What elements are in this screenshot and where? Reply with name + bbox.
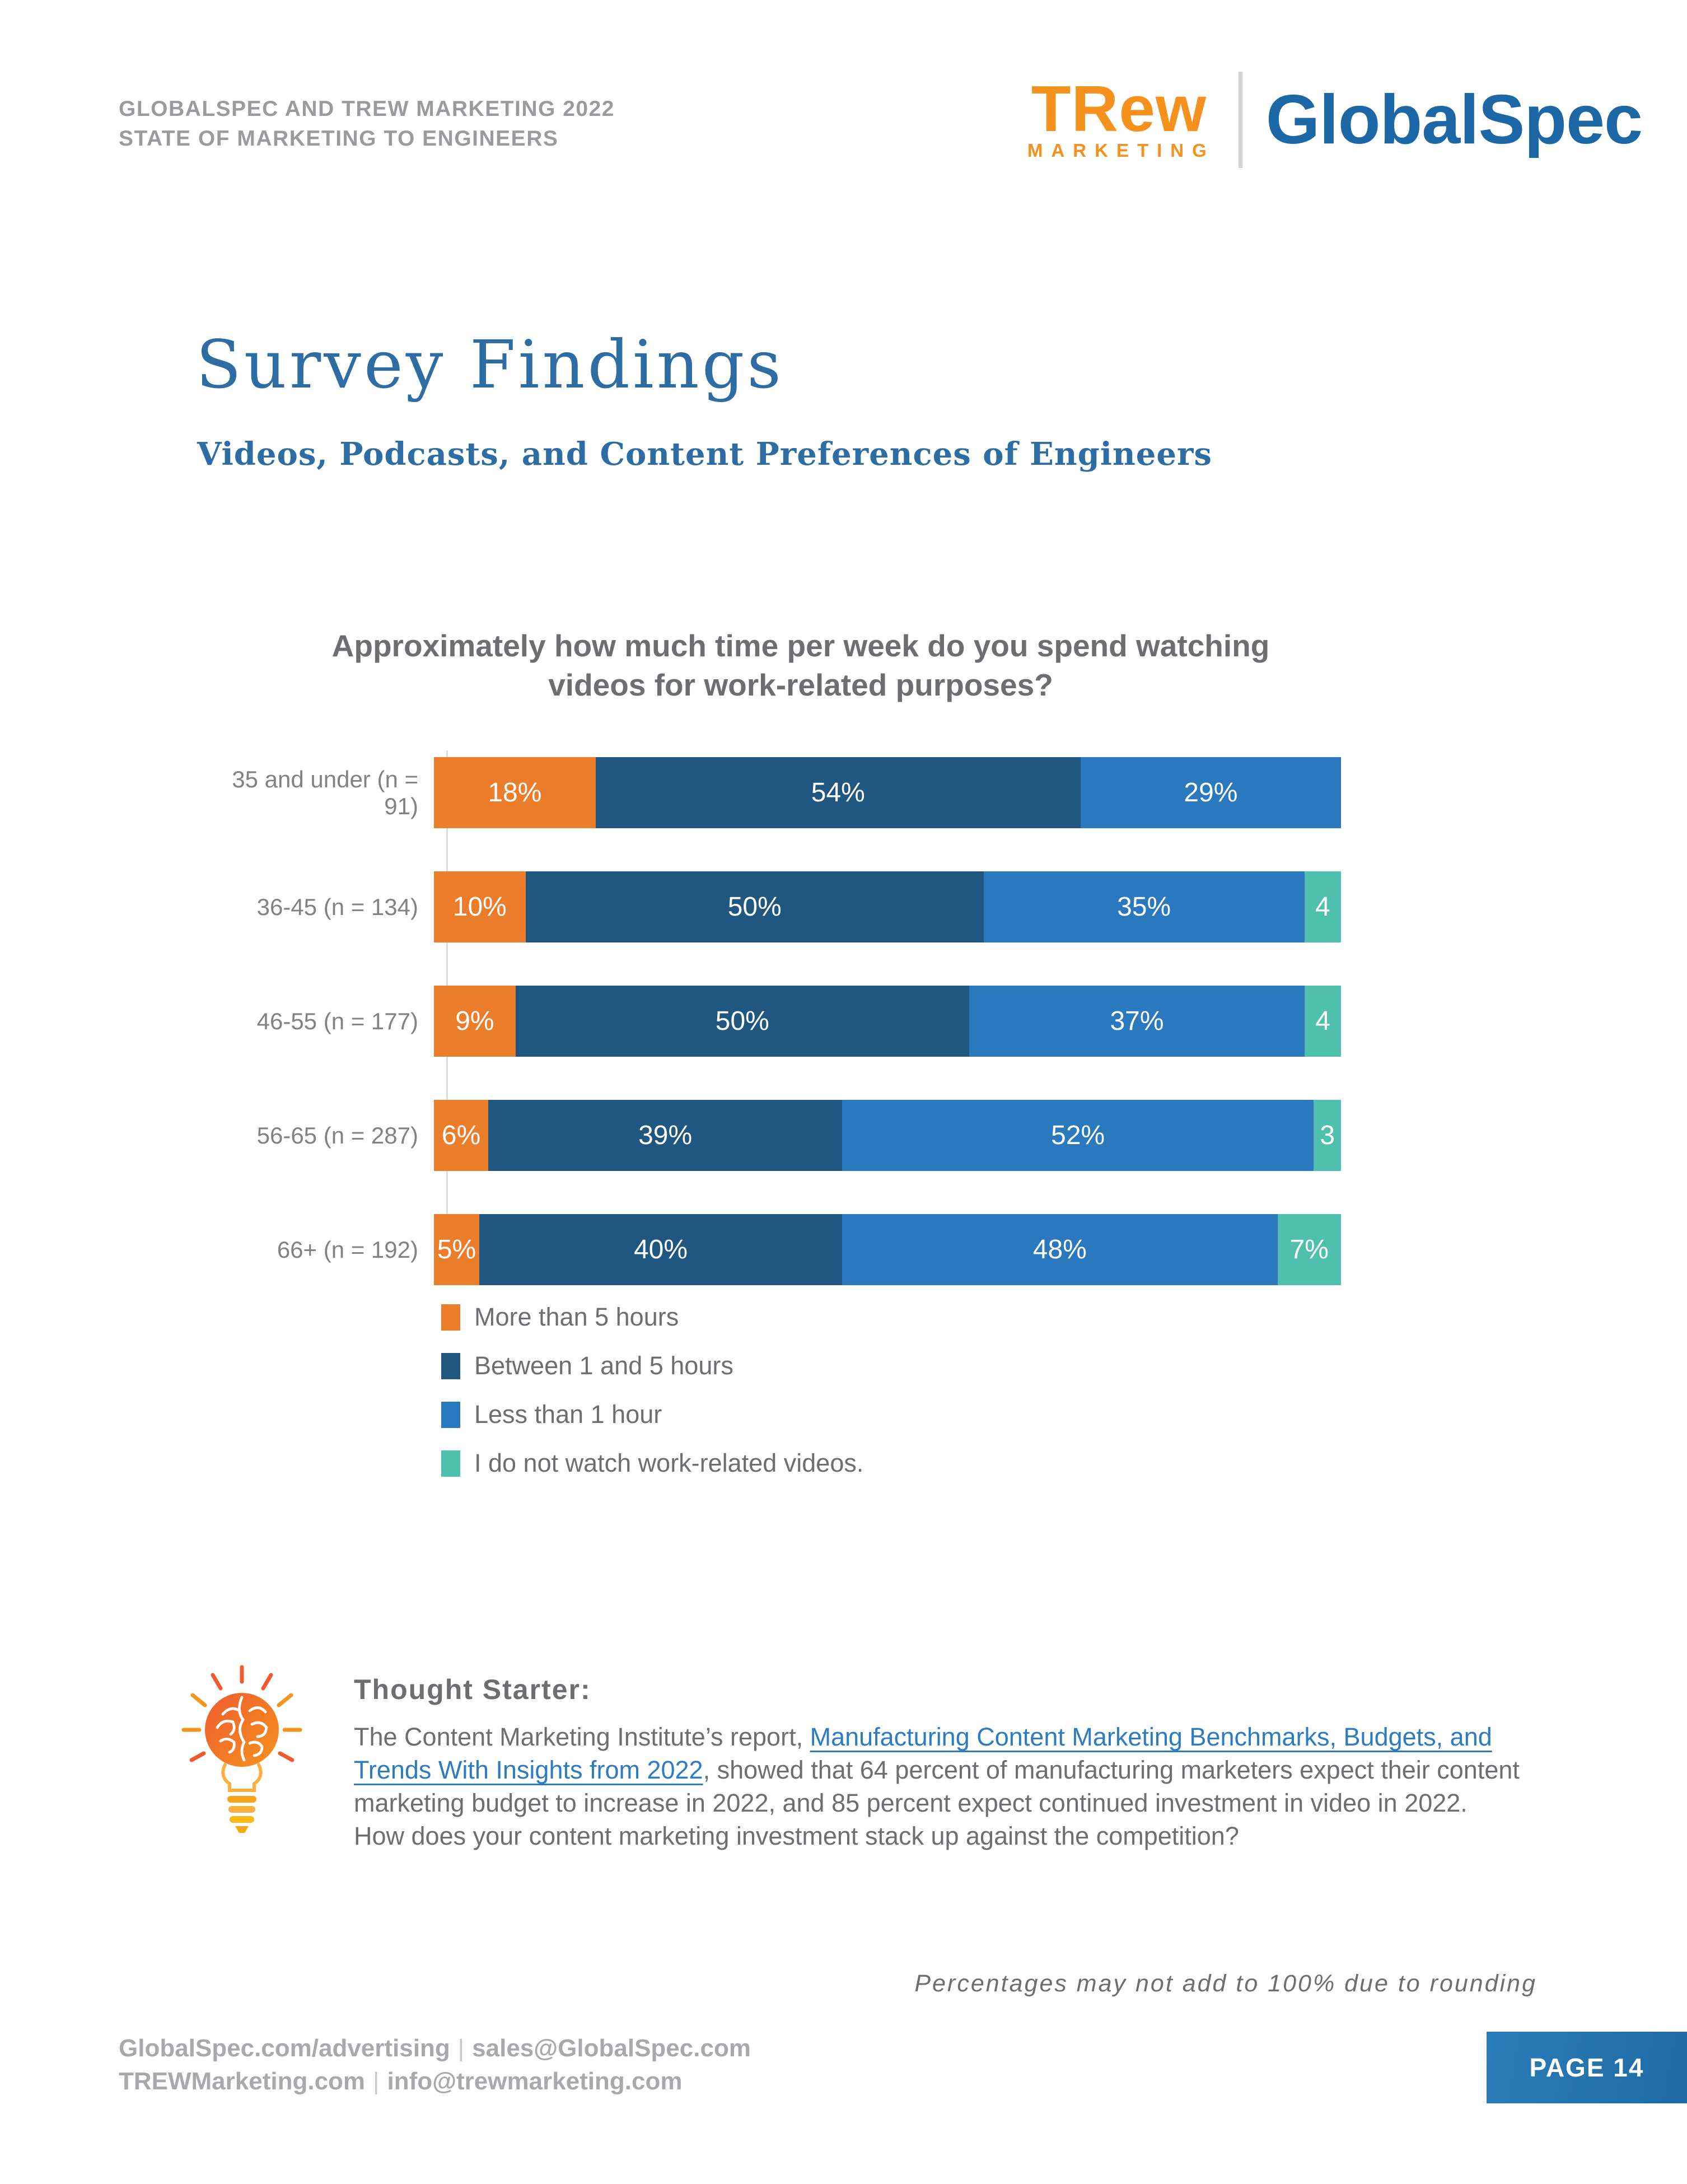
globalspec-logo: GlobalSpec: [1265, 81, 1642, 158]
bar-segment-value: 37%: [1110, 1006, 1164, 1036]
bar-segment: [842, 1214, 1278, 1285]
header-line-2: STATE OF MARKETING TO ENGINEERS: [119, 127, 559, 151]
legend-item: [441, 1401, 863, 1428]
bar-segment-value: 39%: [638, 1121, 693, 1150]
footer-separator: |: [457, 2034, 465, 2062]
bar-segment-value: 54%: [811, 778, 865, 808]
legend-label: Less than 1 hour: [474, 1400, 662, 1429]
bar-segment-value: 48%: [1032, 1235, 1087, 1264]
footer-sales-email-link[interactable]: sales@GlobalSpec.com: [472, 2034, 751, 2062]
bar-segment: [1081, 757, 1341, 828]
bar-segment-value: 50%: [727, 892, 782, 922]
footer-info-email-link[interactable]: info@trewmarketing.com: [387, 2068, 683, 2095]
legend-swatch: [441, 1450, 460, 1477]
bar-segment: [1278, 1214, 1341, 1285]
bar-segment: [596, 757, 1081, 828]
chart-row: [193, 986, 1341, 1057]
row-label: 56-65 (n = 287): [256, 1122, 418, 1149]
trew-marketing-logo: [1023, 72, 1215, 161]
legend-swatch: [441, 1304, 460, 1331]
row-bars: [434, 871, 1341, 942]
logo-divider: [1239, 72, 1242, 168]
lightbulb-brain-icon: [180, 1660, 303, 1837]
chart-title-line-1: Approximately how much time per week do you spend watching: [331, 628, 1270, 663]
bar-segment: [434, 1214, 479, 1285]
row-bars: [434, 1100, 1341, 1171]
bar-segment: [842, 1100, 1314, 1171]
trew-logo-subtext: MARKETING: [1027, 140, 1215, 161]
thought-starter-paragraph: [354, 1720, 1521, 1852]
footer-globalspec-advertising-link[interactable]: GlobalSpec.com/advertising: [119, 2034, 450, 2062]
bar-segment-value: 35%: [1117, 892, 1171, 922]
rounding-note: Percentages may not add to 100% due to rounding: [914, 1970, 1537, 1997]
bar-segment: [1305, 871, 1341, 942]
chart-row: [193, 757, 1341, 828]
legend-item: [441, 1352, 863, 1379]
thought-starter-text-after: , showed that 64 percent of manufacturing marketers expect their content marketing budget to increase in 2022, and 85 percent expect continued investment in video in 2022. How does your content marketing investment stack up against the competition?: [354, 1756, 1520, 1850]
page-subtitle: Videos, Podcasts, and Content Preferences of Engineers: [197, 436, 1212, 473]
footer-links: [119, 2032, 751, 2098]
bar-segment-value: 4: [1315, 1006, 1330, 1036]
bar-segment: [488, 1100, 842, 1171]
bar-segment-value: 5%: [437, 1235, 476, 1264]
legend-label: More than 5 hours: [474, 1303, 679, 1331]
legend-item: [441, 1450, 863, 1477]
footer-line-1: [119, 2032, 751, 2065]
footer-line-2: [119, 2065, 751, 2098]
page-title: Survey Findings: [196, 326, 784, 403]
bar-segment: [434, 1100, 488, 1171]
bar-segment: [434, 986, 516, 1057]
legend-swatch: [441, 1402, 460, 1428]
bar-segment: [516, 986, 969, 1057]
report-link[interactable]: Manufacturing Content Marketing Benchmarks, Budgets, and Trends With Insights from 2022: [354, 1723, 1492, 1784]
bar-segment-value: 7%: [1289, 1235, 1329, 1264]
chart-row: [193, 1214, 1341, 1285]
footer-trewmarketing-link[interactable]: TREWMarketing.com: [119, 2068, 366, 2095]
legend-label: I do not watch work-related videos.: [474, 1449, 864, 1477]
bar-segment: [1314, 1100, 1341, 1171]
bar-segment: [479, 1214, 842, 1285]
thought-starter-text-before: The Content Marketing Institute’s report,: [354, 1723, 810, 1751]
bar-segment-value: 29%: [1184, 778, 1238, 808]
legend-swatch: [441, 1353, 460, 1379]
bar-segment: [1305, 986, 1341, 1057]
header-line-1: GLOBALSPEC AND TREW MARKETING 2022: [119, 97, 615, 121]
row-label: 46-55 (n = 177): [256, 1007, 418, 1034]
bar-segment: [984, 871, 1305, 942]
bar-segment: [526, 871, 984, 942]
bar-segment: [434, 871, 526, 942]
legend-label: Between 1 and 5 hours: [474, 1351, 733, 1380]
row-label: 66+ (n = 192): [277, 1236, 418, 1263]
bar-segment-value: 18%: [488, 778, 542, 808]
bar-segment-value: 6%: [441, 1121, 481, 1150]
row-bars: [434, 757, 1341, 828]
bar-segment: [969, 986, 1305, 1057]
trew-logo-text: TRew: [1031, 72, 1207, 145]
bar-segment-value: 52%: [1051, 1121, 1105, 1150]
bar-segment: [434, 757, 596, 828]
chart-row: [193, 871, 1341, 942]
bar-segment-value: 50%: [715, 1006, 769, 1036]
chart-row: [193, 1100, 1341, 1171]
row-label: 35 and under (n = 91): [232, 766, 418, 819]
page-number-badge: [1487, 2032, 1687, 2103]
bar-segment-value: 40%: [633, 1235, 688, 1264]
bar-segment-value: 10%: [452, 892, 507, 922]
chart-legend: [441, 1304, 863, 1477]
legend-item: [441, 1304, 863, 1331]
bar-segment-value: 3: [1320, 1121, 1335, 1150]
logo-group: [1023, 72, 1642, 168]
row-bars: [434, 1214, 1341, 1285]
bar-chart-rows: [193, 757, 1341, 1328]
thought-starter-heading: Thought Starter:: [354, 1674, 591, 1705]
chart-title: [241, 626, 1361, 704]
bar-segment-value: 9%: [455, 1006, 494, 1036]
footer-separator: |: [373, 2068, 380, 2095]
page-number-label: PAGE 14: [1529, 2053, 1644, 2082]
row-label: 36-45 (n = 134): [256, 893, 418, 920]
report-header: [119, 94, 615, 153]
chart-title-line-2: videos for work-related purposes?: [548, 668, 1053, 702]
row-bars: [434, 986, 1341, 1057]
bar-segment-value: 4: [1315, 892, 1330, 922]
